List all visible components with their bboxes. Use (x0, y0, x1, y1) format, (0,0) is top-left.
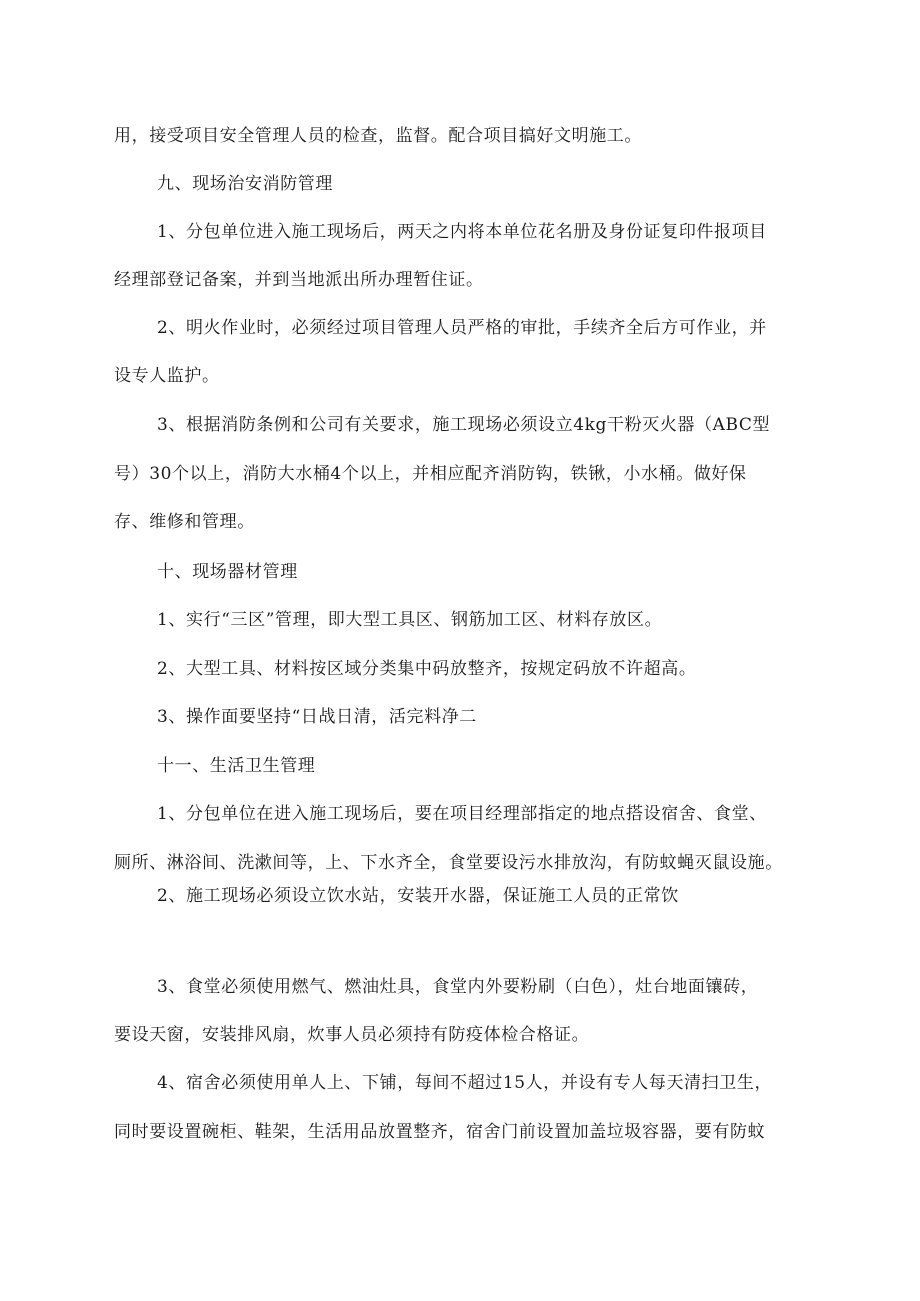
paragraph-line: 同时要设置碗柜、鞋架，生活用品放置整齐，宿舍门前设置加盖垃圾容器，要有防蚊 (114, 1122, 766, 1142)
paragraph-line: 要设天窗，安装排风扇，炊事人员必须持有防疫体检合格证。 (114, 1025, 590, 1045)
paragraph-line: 3、食堂必须使用燃气、燃油灶具，食堂内外要粉刷（白色），灶台地面镶砖， (157, 977, 759, 997)
section-heading-11: 十一、生活卫生管理 (157, 756, 316, 776)
section-heading-9: 九、现场治安消防管理 (157, 174, 333, 194)
paragraph-line: 2、大型工具、材料按区域分类集中码放整齐，按规定码放不许超高。 (157, 659, 697, 679)
paragraph-line: 4、宿舍必须使用单人上、下铺，每间不超过15人，并设有专人每天清扫卫生， (157, 1073, 773, 1093)
paragraph-line: 2、施工现场必须设立饮水站，安装开水器，保证施工人员的正常饮 (157, 886, 679, 906)
paragraph-line: 3、根据消防条例和公司有关要求，施工现场必须设立4kg干粉灭火器（ABC型 (157, 415, 771, 435)
paragraph-line: 经理部登记备案，并到当地派出所办理暂住证。 (114, 270, 484, 290)
paragraph-line: 用，接受项目安全管理人员的检查，监督。配合项目搞好文明施工。 (114, 126, 642, 146)
paragraph-line: 2、明火作业时，必须经过项目管理人员严格的审批，手续齐全后方可作业，并 (157, 318, 767, 338)
paragraph-line: 存、维修和管理。 (114, 512, 255, 532)
paragraph-line: 3、操作面要坚持“日战日清，活完料净二 (157, 707, 477, 727)
paragraph-line: 1、实行“三区”管理，即大型工具区、钢筋加工区、材料存放区。 (157, 610, 663, 630)
paragraph-line: 设专人监护。 (114, 366, 220, 386)
section-heading-10: 十、现场器材管理 (157, 562, 298, 582)
paragraph-line: 号）30个以上，消防大水桶4个以上，并相应配齐消防钩，铁锹，小水桶。做好保 (114, 464, 747, 484)
paragraph-line: 1、分包单位在进入施工现场后，要在项目经理部指定的地点搭设宿舍、食堂、 (157, 804, 767, 824)
paragraph-line: 1、分包单位进入施工现场后，两天之内将本单位花名册及身份证复印件报项目 (157, 222, 767, 242)
paragraph-line: 厕所、淋浴间、洗漱间等，上、下水齐全，食堂要设污水排放沟，有防蚊蝇灭鼠设施。 (114, 853, 783, 873)
